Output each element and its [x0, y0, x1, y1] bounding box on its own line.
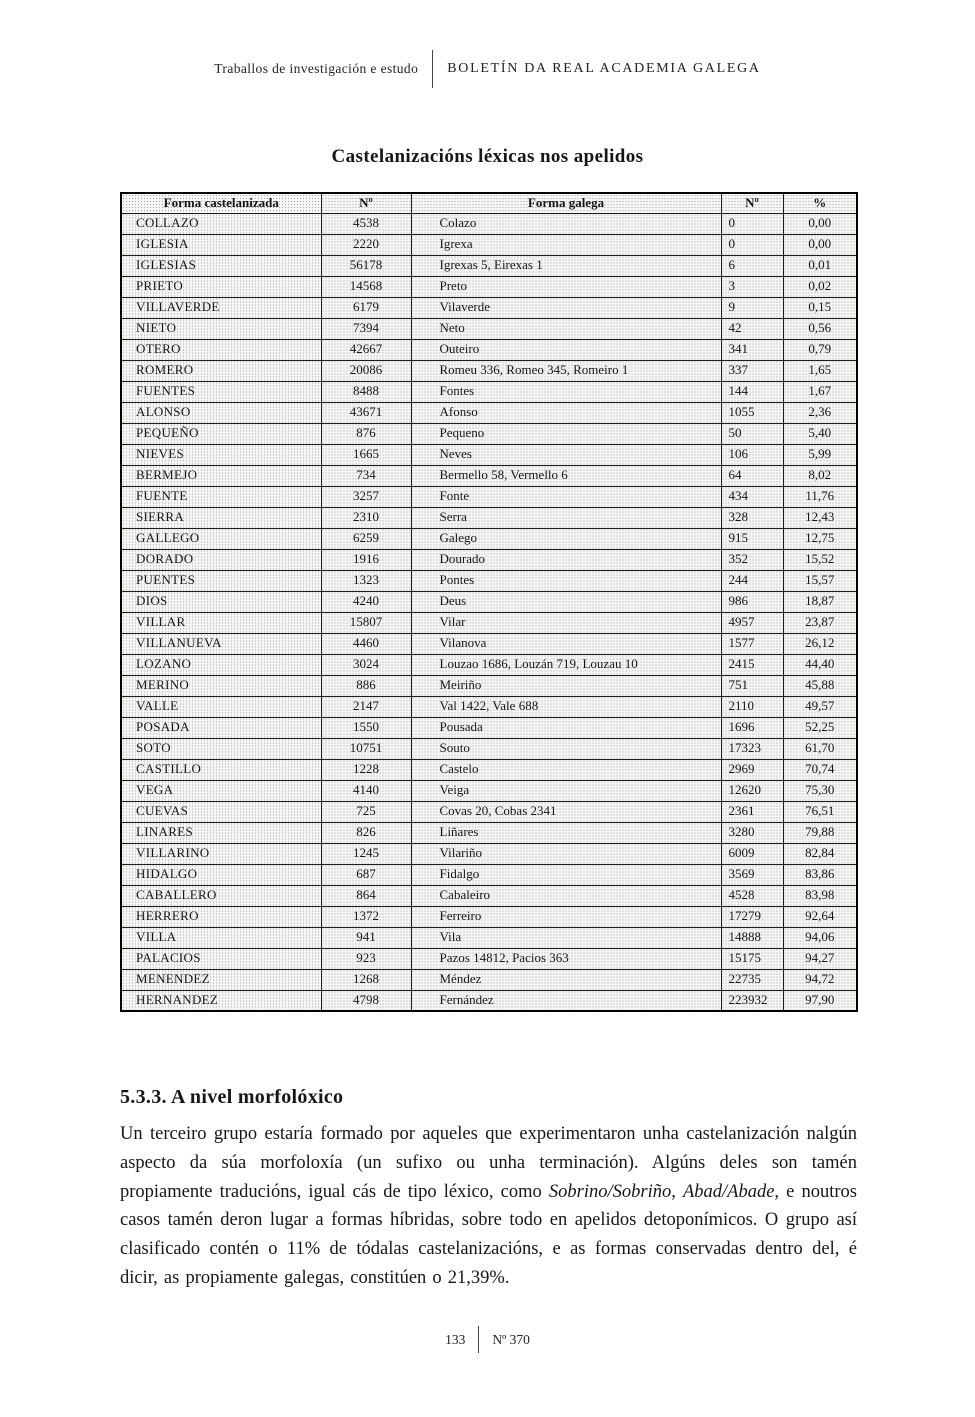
- table-row: [121, 948, 857, 969]
- cell-n-castelanizada: 43671: [321, 402, 411, 423]
- cell-percent: 92,64: [783, 906, 857, 927]
- table-row: [121, 570, 857, 591]
- cell-n-castelanizada: 734: [321, 465, 411, 486]
- cell-forma-galega: Pequeno: [411, 423, 721, 444]
- cell-percent: 75,30: [783, 780, 857, 801]
- cell-n-castelanizada: 876: [321, 423, 411, 444]
- cell-n-galega: 3: [721, 276, 783, 297]
- cell-n-galega: 64: [721, 465, 783, 486]
- cell-percent: 61,70: [783, 738, 857, 759]
- cell-forma-galega: Val 1422, Vale 688: [411, 696, 721, 717]
- cell-n-castelanizada: 4240: [321, 591, 411, 612]
- cell-forma-castelanizada: NIEVES: [121, 444, 321, 465]
- paragraph-text: , e noutros casos tamén deron lugar a formas híbridas, sobre todo en apelidos detoponímicos. O grupo así clasificado contén o 11% de tódalas castelanizacións, e as formas conservadas dentro del, é dicir, as propiamente galegas, constitúen o 21,39%.: [120, 1181, 857, 1288]
- cell-forma-galega: Meiriño: [411, 675, 721, 696]
- cell-percent: 0,01: [783, 255, 857, 276]
- cell-n-galega: 434: [721, 486, 783, 507]
- table-row: [121, 486, 857, 507]
- running-header: [0, 50, 975, 88]
- cell-forma-galega: Ferreiro: [411, 906, 721, 927]
- cell-n-galega: 12620: [721, 780, 783, 801]
- table-header-row: [121, 193, 857, 213]
- cell-n-galega: 341: [721, 339, 783, 360]
- cell-n-castelanizada: 4460: [321, 633, 411, 654]
- table-row: [121, 633, 857, 654]
- italic-term: Abad/Abade: [682, 1181, 775, 1202]
- cell-n-galega: 352: [721, 549, 783, 570]
- cell-n-galega: 9: [721, 297, 783, 318]
- running-header-right: BOLETÍN DA REAL ACADEMIA GALEGA: [447, 61, 761, 76]
- cell-percent: 18,87: [783, 591, 857, 612]
- section-heading: 5.3.3. A nivel morfolóxico: [120, 1086, 344, 1108]
- cell-n-galega: 3280: [721, 822, 783, 843]
- cell-percent: 5,40: [783, 423, 857, 444]
- page-footer: [0, 1326, 975, 1353]
- table-row: [121, 969, 857, 990]
- table-row: [121, 297, 857, 318]
- page-number: 133: [445, 1331, 466, 1347]
- cell-n-castelanizada: 886: [321, 675, 411, 696]
- table-row: [121, 339, 857, 360]
- cell-forma-castelanizada: IGLESIAS: [121, 255, 321, 276]
- cell-percent: 1,65: [783, 360, 857, 381]
- cell-n-galega: 4957: [721, 612, 783, 633]
- cell-percent: 0,15: [783, 297, 857, 318]
- cell-n-galega: 6: [721, 255, 783, 276]
- cell-percent: 45,88: [783, 675, 857, 696]
- footer-divider: [478, 1326, 479, 1353]
- table-row: [121, 549, 857, 570]
- cell-n-galega: 50: [721, 423, 783, 444]
- cell-percent: 82,84: [783, 843, 857, 864]
- cell-percent: 44,40: [783, 654, 857, 675]
- cell-forma-castelanizada: POSADA: [121, 717, 321, 738]
- cell-forma-castelanizada: HERNANDEZ: [121, 990, 321, 1011]
- cell-forma-castelanizada: IGLESIA: [121, 234, 321, 255]
- cell-forma-castelanizada: SOTO: [121, 738, 321, 759]
- cell-n-galega: 223932: [721, 990, 783, 1011]
- table-row: [121, 759, 857, 780]
- table-row: [121, 780, 857, 801]
- cell-percent: 79,88: [783, 822, 857, 843]
- cell-n-galega: 751: [721, 675, 783, 696]
- cell-forma-castelanizada: VALLE: [121, 696, 321, 717]
- cell-n-galega: 2361: [721, 801, 783, 822]
- cell-forma-galega: Neves: [411, 444, 721, 465]
- cell-forma-galega: Preto: [411, 276, 721, 297]
- table-row: [121, 213, 857, 234]
- table-row: [121, 255, 857, 276]
- cell-n-castelanizada: 10751: [321, 738, 411, 759]
- cell-forma-castelanizada: DORADO: [121, 549, 321, 570]
- cell-n-castelanizada: 1665: [321, 444, 411, 465]
- cell-percent: 26,12: [783, 633, 857, 654]
- cell-forma-castelanizada: GALLEGO: [121, 528, 321, 549]
- cell-n-castelanizada: 2310: [321, 507, 411, 528]
- cell-n-castelanizada: 864: [321, 885, 411, 906]
- cell-forma-castelanizada: VILLAR: [121, 612, 321, 633]
- cell-n-castelanizada: 826: [321, 822, 411, 843]
- column-header: Forma castelanizada: [121, 193, 321, 213]
- cell-forma-galega: Pazos 14812, Pacios 363: [411, 948, 721, 969]
- table-row: [121, 990, 857, 1011]
- table-row: [121, 654, 857, 675]
- cell-percent: 94,06: [783, 927, 857, 948]
- cell-n-galega: 42: [721, 318, 783, 339]
- cell-n-castelanizada: 6259: [321, 528, 411, 549]
- cell-forma-galega: Méndez: [411, 969, 721, 990]
- cell-n-galega: 2110: [721, 696, 783, 717]
- table-row: [121, 864, 857, 885]
- cell-forma-galega: Vilanova: [411, 633, 721, 654]
- paragraph-text: ,: [671, 1181, 683, 1202]
- table-row: [121, 234, 857, 255]
- cell-n-galega: 1696: [721, 717, 783, 738]
- cell-n-galega: 2969: [721, 759, 783, 780]
- cell-forma-galega: Serra: [411, 507, 721, 528]
- column-header: Nº: [321, 193, 411, 213]
- column-header: Forma galega: [411, 193, 721, 213]
- cell-n-galega: 1055: [721, 402, 783, 423]
- cell-n-castelanizada: 14568: [321, 276, 411, 297]
- cell-forma-castelanizada: PRIETO: [121, 276, 321, 297]
- cell-percent: 12,75: [783, 528, 857, 549]
- cell-forma-galega: Cabaleiro: [411, 885, 721, 906]
- cell-percent: 0,56: [783, 318, 857, 339]
- cell-forma-castelanizada: SIERRA: [121, 507, 321, 528]
- surnames-table: [120, 192, 858, 1012]
- cell-forma-galega: Louzao 1686, Louzán 719, Louzau 10: [411, 654, 721, 675]
- cell-n-castelanizada: 3024: [321, 654, 411, 675]
- cell-forma-galega: Pontes: [411, 570, 721, 591]
- table-row: [121, 696, 857, 717]
- cell-n-castelanizada: 4538: [321, 213, 411, 234]
- cell-percent: 83,86: [783, 864, 857, 885]
- cell-percent: 94,27: [783, 948, 857, 969]
- cell-forma-castelanizada: HERRERO: [121, 906, 321, 927]
- cell-n-castelanizada: 1268: [321, 969, 411, 990]
- cell-forma-galega: Vilariño: [411, 843, 721, 864]
- cell-n-castelanizada: 687: [321, 864, 411, 885]
- cell-n-castelanizada: 2220: [321, 234, 411, 255]
- italic-term: Sobrino/Sobriño: [548, 1181, 672, 1202]
- table-body: [121, 213, 857, 1011]
- cell-n-castelanizada: 1323: [321, 570, 411, 591]
- cell-n-castelanizada: 4798: [321, 990, 411, 1011]
- cell-n-galega: 3569: [721, 864, 783, 885]
- table-row: [121, 843, 857, 864]
- cell-n-castelanizada: 1372: [321, 906, 411, 927]
- cell-n-castelanizada: 8488: [321, 381, 411, 402]
- cell-forma-galega: Covas 20, Cobas 2341: [411, 801, 721, 822]
- cell-forma-galega: Igrexas 5, Eirexas 1: [411, 255, 721, 276]
- table-row: [121, 381, 857, 402]
- cell-forma-castelanizada: PUENTES: [121, 570, 321, 591]
- cell-n-castelanizada: 1550: [321, 717, 411, 738]
- cell-percent: 2,36: [783, 402, 857, 423]
- cell-percent: 52,25: [783, 717, 857, 738]
- table-row: [121, 444, 857, 465]
- cell-n-galega: 144: [721, 381, 783, 402]
- cell-forma-castelanizada: OTERO: [121, 339, 321, 360]
- cell-forma-galega: Fonte: [411, 486, 721, 507]
- cell-forma-castelanizada: CUEVAS: [121, 801, 321, 822]
- cell-n-galega: 0: [721, 234, 783, 255]
- running-header-left: Traballos de investigación e estudo: [214, 61, 419, 76]
- cell-percent: 15,52: [783, 549, 857, 570]
- cell-forma-galega: Vilaverde: [411, 297, 721, 318]
- cell-forma-castelanizada: VEGA: [121, 780, 321, 801]
- cell-n-castelanizada: 20086: [321, 360, 411, 381]
- cell-n-castelanizada: 7394: [321, 318, 411, 339]
- cell-n-castelanizada: 923: [321, 948, 411, 969]
- cell-forma-castelanizada: VILLANUEVA: [121, 633, 321, 654]
- table-row: [121, 507, 857, 528]
- cell-percent: 0,79: [783, 339, 857, 360]
- cell-n-galega: 6009: [721, 843, 783, 864]
- cell-percent: 8,02: [783, 465, 857, 486]
- cell-percent: 0,00: [783, 213, 857, 234]
- cell-n-castelanizada: 725: [321, 801, 411, 822]
- table-row: [121, 591, 857, 612]
- table-row: [121, 906, 857, 927]
- table-row: [121, 927, 857, 948]
- cell-n-castelanizada: 4140: [321, 780, 411, 801]
- cell-n-galega: 337: [721, 360, 783, 381]
- cell-n-galega: 244: [721, 570, 783, 591]
- cell-n-castelanizada: 3257: [321, 486, 411, 507]
- cell-n-galega: 106: [721, 444, 783, 465]
- table-row: [121, 717, 857, 738]
- cell-forma-castelanizada: CABALLERO: [121, 885, 321, 906]
- cell-n-castelanizada: 42667: [321, 339, 411, 360]
- cell-n-castelanizada: 1916: [321, 549, 411, 570]
- cell-n-galega: 4528: [721, 885, 783, 906]
- cell-percent: 12,43: [783, 507, 857, 528]
- table-row: [121, 801, 857, 822]
- table-row: [121, 822, 857, 843]
- cell-n-castelanizada: 1245: [321, 843, 411, 864]
- cell-forma-castelanizada: CASTILLO: [121, 759, 321, 780]
- cell-n-castelanizada: 56178: [321, 255, 411, 276]
- cell-n-castelanizada: 1228: [321, 759, 411, 780]
- cell-forma-castelanizada: BERMEJO: [121, 465, 321, 486]
- cell-forma-galega: Fidalgo: [411, 864, 721, 885]
- table-row: [121, 465, 857, 486]
- cell-n-galega: 17323: [721, 738, 783, 759]
- cell-n-castelanizada: 6179: [321, 297, 411, 318]
- table-row: [121, 402, 857, 423]
- cell-forma-castelanizada: COLLAZO: [121, 213, 321, 234]
- cell-n-castelanizada: 2147: [321, 696, 411, 717]
- cell-forma-galega: Castelo: [411, 759, 721, 780]
- column-header: Nº: [721, 193, 783, 213]
- cell-forma-castelanizada: VILLARINO: [121, 843, 321, 864]
- cell-forma-galega: Bermello 58, Vermello 6: [411, 465, 721, 486]
- cell-forma-galega: Romeu 336, Romeo 345, Romeiro 1: [411, 360, 721, 381]
- cell-percent: 83,98: [783, 885, 857, 906]
- cell-forma-galega: Vilar: [411, 612, 721, 633]
- issue-number: Nº 370: [492, 1331, 530, 1347]
- cell-forma-castelanizada: PEQUEÑO: [121, 423, 321, 444]
- cell-n-galega: 14888: [721, 927, 783, 948]
- cell-forma-castelanizada: DIOS: [121, 591, 321, 612]
- cell-forma-castelanizada: ALONSO: [121, 402, 321, 423]
- table-row: [121, 360, 857, 381]
- cell-n-galega: 15175: [721, 948, 783, 969]
- cell-n-galega: 17279: [721, 906, 783, 927]
- cell-forma-castelanizada: VILLA: [121, 927, 321, 948]
- cell-n-castelanizada: 941: [321, 927, 411, 948]
- cell-percent: 0,00: [783, 234, 857, 255]
- cell-forma-galega: Dourado: [411, 549, 721, 570]
- cell-percent: 0,02: [783, 276, 857, 297]
- cell-n-galega: 1577: [721, 633, 783, 654]
- body-paragraph: [120, 1120, 857, 1293]
- table-row: [121, 738, 857, 759]
- cell-n-galega: 2415: [721, 654, 783, 675]
- cell-percent: 76,51: [783, 801, 857, 822]
- cell-forma-galega: Vila: [411, 927, 721, 948]
- cell-percent: 11,76: [783, 486, 857, 507]
- cell-forma-galega: Fontes: [411, 381, 721, 402]
- cell-n-galega: 0: [721, 213, 783, 234]
- cell-percent: 5,99: [783, 444, 857, 465]
- cell-percent: 1,67: [783, 381, 857, 402]
- cell-n-castelanizada: 15807: [321, 612, 411, 633]
- cell-forma-castelanizada: FUENTE: [121, 486, 321, 507]
- cell-forma-castelanizada: MERINO: [121, 675, 321, 696]
- cell-percent: 49,57: [783, 696, 857, 717]
- cell-forma-galega: Colazo: [411, 213, 721, 234]
- cell-forma-galega: Igrexa: [411, 234, 721, 255]
- cell-percent: 23,87: [783, 612, 857, 633]
- cell-forma-galega: Liñares: [411, 822, 721, 843]
- cell-forma-castelanizada: VILLAVERDE: [121, 297, 321, 318]
- cell-forma-galega: Veiga: [411, 780, 721, 801]
- cell-forma-galega: Outeiro: [411, 339, 721, 360]
- table-row: [121, 885, 857, 906]
- cell-n-galega: 915: [721, 528, 783, 549]
- cell-forma-castelanizada: LINARES: [121, 822, 321, 843]
- cell-percent: 97,90: [783, 990, 857, 1011]
- cell-percent: 94,72: [783, 969, 857, 990]
- table-row: [121, 318, 857, 339]
- table-row: [121, 276, 857, 297]
- header-divider: [432, 50, 433, 88]
- cell-forma-castelanizada: LOZANO: [121, 654, 321, 675]
- cell-n-galega: 328: [721, 507, 783, 528]
- cell-forma-castelanizada: MENENDEZ: [121, 969, 321, 990]
- table-row: [121, 528, 857, 549]
- cell-forma-galega: Afonso: [411, 402, 721, 423]
- cell-percent: 70,74: [783, 759, 857, 780]
- table-row: [121, 612, 857, 633]
- table-row: [121, 675, 857, 696]
- cell-forma-galega: Pousada: [411, 717, 721, 738]
- paragraph-text: Un terceiro grupo estaría formado por aqueles que experimentaron unha castelanización nalgún aspecto da súa morfoloxía (un sufixo ou unha terminación). Algúns deles son tamén propiamente traducións, igual cás de tipo léxico, como: [120, 1124, 857, 1202]
- cell-forma-galega: Fernández: [411, 990, 721, 1011]
- table-title: Castelanizacións léxicas nos apelidos: [331, 146, 644, 167]
- cell-forma-castelanizada: NIETO: [121, 318, 321, 339]
- cell-forma-galega: Galego: [411, 528, 721, 549]
- cell-forma-galega: Deus: [411, 591, 721, 612]
- cell-forma-castelanizada: ROMERO: [121, 360, 321, 381]
- cell-forma-castelanizada: PALACIOS: [121, 948, 321, 969]
- table-row: [121, 423, 857, 444]
- cell-forma-galega: Souto: [411, 738, 721, 759]
- cell-n-galega: 22735: [721, 969, 783, 990]
- cell-percent: 15,57: [783, 570, 857, 591]
- cell-forma-castelanizada: HIDALGO: [121, 864, 321, 885]
- cell-forma-galega: Neto: [411, 318, 721, 339]
- cell-n-galega: 986: [721, 591, 783, 612]
- cell-forma-castelanizada: FUENTES: [121, 381, 321, 402]
- column-header: %: [783, 193, 857, 213]
